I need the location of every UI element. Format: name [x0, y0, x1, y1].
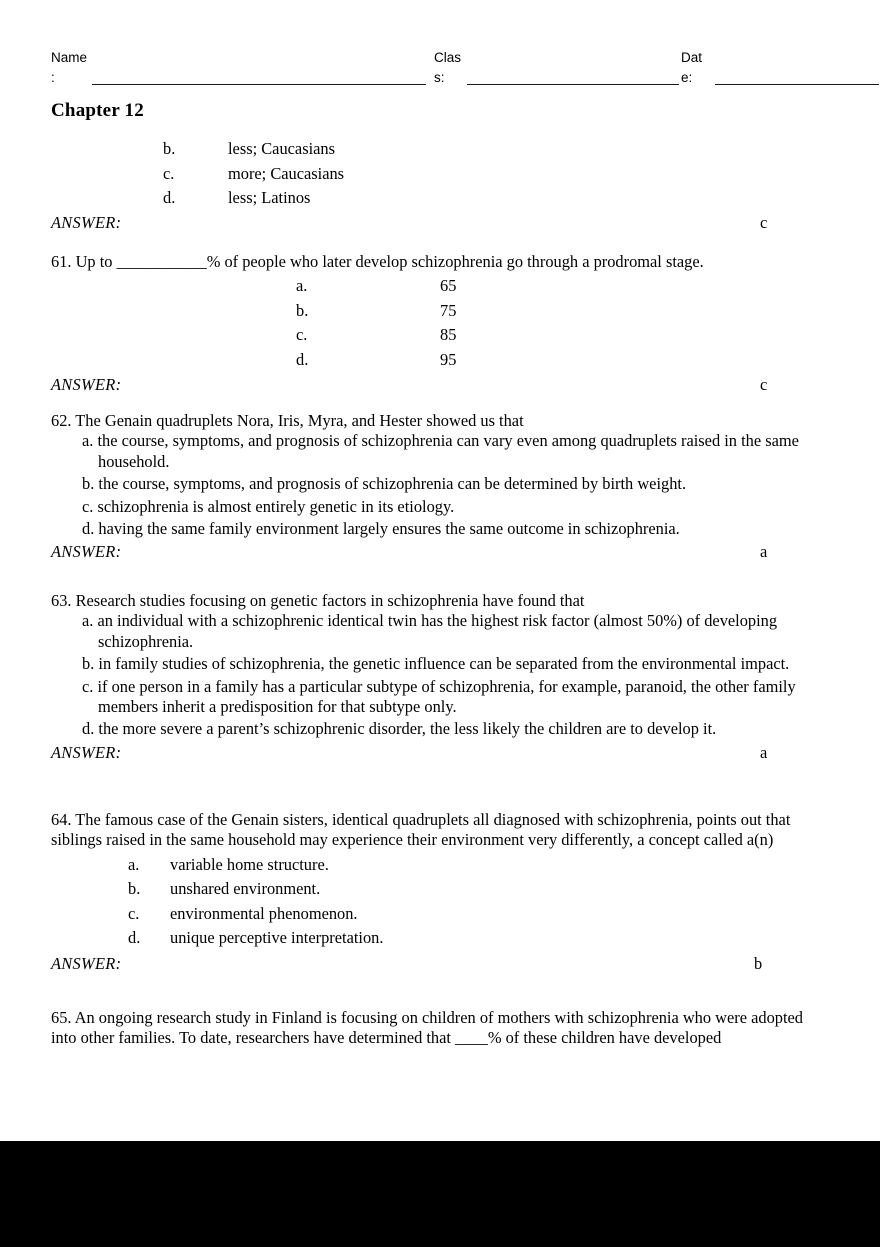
answer-value: c	[760, 375, 768, 395]
option-text: unique perceptive interpretation.	[170, 928, 384, 948]
answer-value: c	[760, 212, 768, 232]
option-row[interactable]	[51, 274, 829, 299]
option-letter: c.	[296, 325, 308, 345]
option-row[interactable]	[51, 299, 829, 324]
question-stem: 64. The famous case of the Genain sisters, identical quadruplets all diagnosed with schizophrenia, points out that siblings raised in the same household may experience their environment very differently, a concept called a(n)	[51, 810, 791, 850]
question-63	[51, 591, 829, 765]
option-letter: d.	[296, 349, 309, 369]
option-letter: a.	[128, 854, 140, 874]
option-text: 85	[440, 325, 457, 345]
option-letter: c.	[163, 163, 175, 183]
question-stem: 63. Research studies focusing on genetic factors in schizophrenia have found that	[51, 591, 585, 610]
option-letter: a.	[296, 276, 308, 296]
answer-line	[51, 743, 829, 765]
date-label-top: Dat	[681, 50, 703, 65]
option-row[interactable]	[51, 853, 829, 878]
option-text: 95	[440, 349, 457, 369]
option-row[interactable]	[51, 348, 829, 373]
option-row[interactable]	[51, 926, 829, 951]
option-row[interactable]	[51, 877, 829, 902]
name-label-top: Name	[51, 50, 88, 65]
question-stem: 65. An ongoing research study in Finland is focusing on children of mothers with schizophrenia who were adopted into other families. To date, researchers have determined that ____% of these children have developed	[51, 1008, 803, 1048]
date-label-bottom: e:	[681, 70, 693, 85]
class-blank-rule	[467, 84, 679, 85]
class-label-bottom: s:	[434, 70, 445, 85]
name-blank-rule	[92, 84, 426, 85]
document-header	[51, 48, 829, 90]
option-row[interactable]	[51, 902, 829, 927]
answer-line	[51, 954, 829, 976]
date-blank-rule	[715, 84, 879, 85]
answer-value: b	[754, 953, 763, 973]
answer-label: ANSWER:	[51, 742, 122, 762]
option-row[interactable]	[51, 323, 829, 348]
option-row[interactable]: c. schizophrenia is almost entirely genetic in its etiology.	[82, 496, 455, 516]
answer-line	[51, 213, 829, 235]
option-letter: d.	[163, 188, 176, 207]
option-text: variable home structure.	[170, 854, 329, 874]
page-bottom-band	[0, 1141, 880, 1247]
option-row[interactable]: a. an individual with a schizophrenic identical twin has the highest risk factor (almost 50%) of developing schizophrenia.	[82, 611, 778, 651]
option-list	[51, 274, 829, 372]
option-text: unshared environment.	[170, 879, 321, 899]
question-stem: 61. Up to ___________% of people who later develop schizophrenia go through a prodromal stage.	[51, 252, 704, 271]
question-61	[51, 252, 829, 397]
question-64	[51, 810, 829, 976]
option-row[interactable]	[51, 137, 829, 162]
option-list	[51, 853, 829, 951]
option-row[interactable]	[51, 162, 829, 187]
answer-label: ANSWER:	[51, 375, 122, 395]
answer-label: ANSWER:	[51, 542, 122, 562]
option-letter: b.	[128, 879, 141, 899]
question-65	[51, 1008, 829, 1049]
option-row[interactable]	[51, 186, 829, 211]
class-field	[434, 48, 684, 88]
answer-value: a	[760, 742, 768, 762]
answer-value: a	[760, 542, 768, 562]
option-row[interactable]: d. the more severe a parent’s schizophrenic disorder, the less likely the children are to develop it.	[82, 719, 717, 739]
option-text: 65	[440, 276, 457, 296]
answer-label: ANSWER:	[51, 212, 122, 232]
chapter-title: Chapter 12	[51, 100, 144, 121]
option-row[interactable]: d. having the same family environment largely ensures the same outcome in schizophrenia.	[82, 518, 680, 538]
option-text: more; Caucasians	[228, 163, 345, 183]
option-letter: c.	[128, 903, 140, 923]
name-field	[51, 48, 441, 88]
option-text: less; Latinos	[228, 188, 311, 207]
name-label-bottom: :	[51, 70, 55, 85]
option-row[interactable]: a. the course, symptoms, and prognosis of schizophrenia can vary even among quadruplets raised in the same household.	[82, 431, 799, 471]
date-field	[681, 48, 880, 88]
class-label-top: Clas	[434, 50, 462, 65]
option-letter: d.	[128, 928, 141, 948]
option-letter: b.	[163, 139, 176, 158]
answer-line	[51, 375, 829, 397]
option-text: less; Caucasians	[228, 139, 335, 158]
option-text: 75	[440, 300, 457, 320]
question-62	[51, 411, 829, 564]
option-row[interactable]: b. the course, symptoms, and prognosis of schizophrenia can be determined by birth weight.	[82, 474, 687, 494]
question-60-tail	[51, 137, 829, 235]
answer-line	[51, 542, 829, 564]
question-stem: 62. The Genain quadruplets Nora, Iris, Myra, and Hester showed us that	[51, 411, 524, 430]
option-text: environmental phenomenon.	[170, 903, 358, 923]
answer-label: ANSWER:	[51, 953, 122, 973]
option-row[interactable]: b. in family studies of schizophrenia, the genetic influence can be separated from the environmental impact.	[82, 654, 790, 674]
option-letter: b.	[296, 300, 309, 320]
option-row[interactable]: c. if one person in a family has a particular subtype of schizophrenia, for example, paranoid, the other family members inherit a predisposition for that subtype only.	[82, 676, 796, 716]
